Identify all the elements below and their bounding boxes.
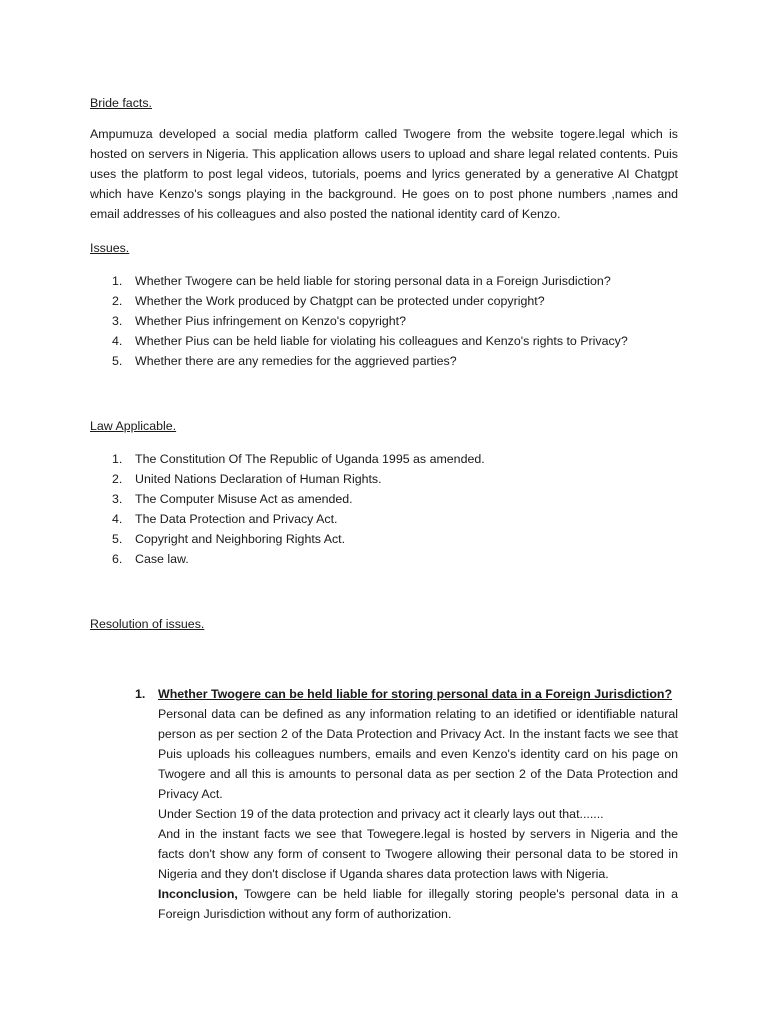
list-number: 2.: [112, 472, 123, 486]
list-number: 5.: [112, 532, 123, 546]
issues-heading: Issues.: [90, 241, 130, 255]
list-item: [90, 489, 678, 509]
list-number: 4.: [112, 512, 123, 526]
list-item: [90, 449, 678, 469]
list-text: Whether Twogere can be held liable for storing personal data in a Foreign Jurisdiction?: [135, 274, 611, 288]
conclusion-text: Towgere can be held liable for illegally storing people's personal data in a Foreign Jurisdiction without any form of authorization.: [158, 887, 678, 921]
resolution-paragraph: And in the instant facts we see that Towegere.legal is hosted by servers in Nigeria and the facts don't show any form of consent to Twogere allowing their personal data to be stored in Nigeria and they don't disclose if Uganda shares data protection laws with Nigeria.: [158, 827, 678, 881]
resolution-paragraph: Personal data can be defined as any information relating to an idetified or identifiable natural person as per section 2 of the Data Protection and Privacy Act. In the instant facts we see that Puis uploads his colleagues numbers, emails and even Kenzo's identity card on his page on Twogere and all this is amounts to personal data as per section 2 of the Data Protection and Privacy Act.: [158, 707, 678, 801]
list-text: Whether Pius can be held liable for violating his colleagues and Kenzo's rights to Privacy?: [135, 334, 628, 348]
resolution-paragraph: Under Section 19 of the data protection and privacy act it clearly lays out that.......: [158, 807, 604, 821]
law-applicable-list: [90, 449, 678, 569]
resolution-number: 1.: [135, 687, 146, 701]
bride-facts-heading: Bride facts.: [90, 96, 152, 110]
issues-list: [90, 271, 678, 371]
list-item: [90, 291, 678, 311]
list-text: Copyright and Neighboring Rights Act.: [135, 532, 346, 546]
conclusion-label: Inconclusion,: [158, 887, 238, 901]
list-text: The Data Protection and Privacy Act.: [135, 512, 338, 526]
list-number: 3.: [112, 314, 123, 328]
list-item: [90, 351, 678, 371]
resolution-item: [90, 684, 678, 924]
list-number: 5.: [112, 354, 123, 368]
list-item: [90, 331, 678, 351]
bride-facts-paragraph: Ampumuza developed a social media platform called Twogere from the website togere.legal which is hosted on servers in Nigeria. This application allows users to upload and share legal related contents. Puis uses the platform to post legal videos, tutorials, poems and lyrics generated by a generative AI Chatgpt which have Kenzo's songs playing in the background. He goes on to post phone numbers ,names and email addresses of his colleagues and also posted the national identity card of Kenzo.: [90, 127, 678, 221]
list-item: [90, 529, 678, 549]
list-text: The Computer Misuse Act as amended.: [135, 492, 353, 506]
list-number: 6.: [112, 552, 123, 566]
list-text: Whether the Work produced by Chatgpt can be protected under copyright?: [135, 294, 545, 308]
list-item: [90, 271, 678, 291]
law-applicable-heading: Law Applicable.: [90, 419, 177, 433]
list-number: 4.: [112, 334, 123, 348]
document-body: [90, 93, 678, 924]
list-item: [90, 311, 678, 331]
list-text: United Nations Declaration of Human Rights.: [135, 472, 382, 486]
list-text: Whether there are any remedies for the aggrieved parties?: [135, 354, 457, 368]
list-number: 1.: [112, 452, 123, 466]
list-item: [90, 549, 678, 569]
list-item: [90, 469, 678, 489]
resolution-heading: Resolution of issues.: [90, 617, 205, 631]
list-number: 3.: [112, 492, 123, 506]
resolution-conclusion: [158, 884, 678, 924]
list-text: Case law.: [135, 552, 189, 566]
list-number: 1.: [112, 274, 123, 288]
list-text: The Constitution Of The Republic of Uganda 1995 as amended.: [135, 452, 485, 466]
list-item: [90, 509, 678, 529]
resolution-title: Whether Twogere can be held liable for storing personal data in a Foreign Jurisdiction?: [158, 687, 673, 701]
list-number: 2.: [112, 294, 123, 308]
list-text: Whether Pius infringement on Kenzo's copyright?: [135, 314, 406, 328]
